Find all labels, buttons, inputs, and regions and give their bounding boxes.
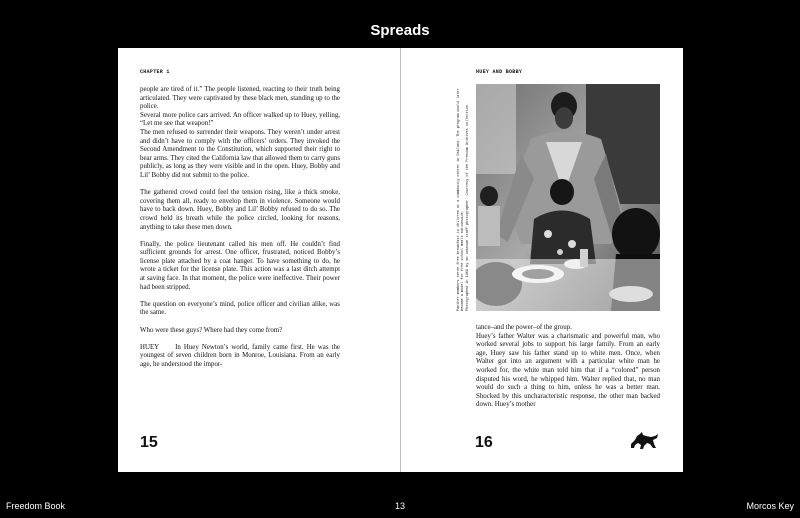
book-spread <box>118 48 683 472</box>
paragraph: Huey’s father Walter was a charismatic and powerful man, who worked several jobs to support his large family. From an early age, Huey saw his father stand up to white men. Once, when Walter got into an argument with a particular white man he worked for, the white man told him that if a “colored” person disputed his word, he whipped him. Walter replied that, no man would do such a thing to him, unless he was a better man. Shocked by this uncharacteristic response, the other man backed down. Huey’s mother <box>476 332 660 409</box>
body-text <box>140 86 340 378</box>
paragraph: The men refused to surrender their weapons. They weren’t under arrest and didn’t have to comply with the officers’ orders. They invoked the Second Amendment to the Constitution, which supported their right to bear arms. They cited the California law that allowed them to carry guns publicly, as long as they were visible and in the open. Huey, Bobby and Lil’ Bobby did not submit to the police. <box>140 128 340 179</box>
paragraph: tance–and the power–of the group. <box>476 324 572 331</box>
footer-author: Morcos Key <box>746 501 794 511</box>
caption-line: Photographed in 1969 by an unknown staff photographer. Courtesy of the Freedom Archives collection. <box>465 103 470 311</box>
page-title: Spreads <box>370 22 430 39</box>
paragraph: The question on everyone’s mind, police officer and civilian alike, was the same. <box>140 300 340 317</box>
paragraph: people are tired of it.” The people listened, reacting to their truth being articulated. They were captivated by these black men, standing up to the police. <box>140 86 340 111</box>
paragraph: Finally, the police lieutenant called his men off. He couldn’t find sufficient grounds for arrest. One officer, frustrated, noticed Bobby’s license plate attached by a coat hanger. To have something to do, he wrote a ticket for the license plate. This action was a last ditch attempt at saving face. In that moment, the police were ineffective. Their power had been stripped. <box>140 240 340 291</box>
footer-page-number: 13 <box>394 501 405 511</box>
paragraph: The gathered crowd could feel the tension rising, like a thick smoke, covering them all, ready to envelop them in violence. Someone would have to back down. Huey, Bobby and Lil’ Bobby refused to do so. The crowd held its breath while the police circled, looking for reasons, anything to take these men down. <box>140 189 340 231</box>
photo <box>476 84 660 311</box>
section-label: HUEY <box>140 343 160 351</box>
paragraph: Who were these guys? Where had they come from? <box>140 326 283 334</box>
photo-caption <box>457 84 471 311</box>
caption-line: Panther members serve free breakfast to children at a community center in Oakland. The program would later become a model for free school meals nationwide. <box>457 88 466 311</box>
footer-book-title: Freedom Book <box>6 501 66 511</box>
right-page <box>401 48 683 472</box>
left-page <box>118 48 400 472</box>
body-text <box>476 324 660 410</box>
running-head: HUEY AND BOBBY <box>476 69 523 75</box>
paragraph <box>140 344 340 370</box>
page-number: 16 <box>475 434 493 451</box>
page-number: 15 <box>140 434 158 451</box>
running-head: CHAPTER 1 <box>140 69 170 75</box>
section-text: In Huey Newton’s world, family came first. He was the youngest of seven children born in Monroe, Louisiana. From an early age, he understood the impor- <box>140 343 340 368</box>
panther-icon <box>629 430 659 450</box>
photo-image <box>476 84 660 311</box>
paragraph: Several more police cars arrived. An officer walked up to Huey, yelling, “Let me see that weapon!” <box>140 111 340 128</box>
